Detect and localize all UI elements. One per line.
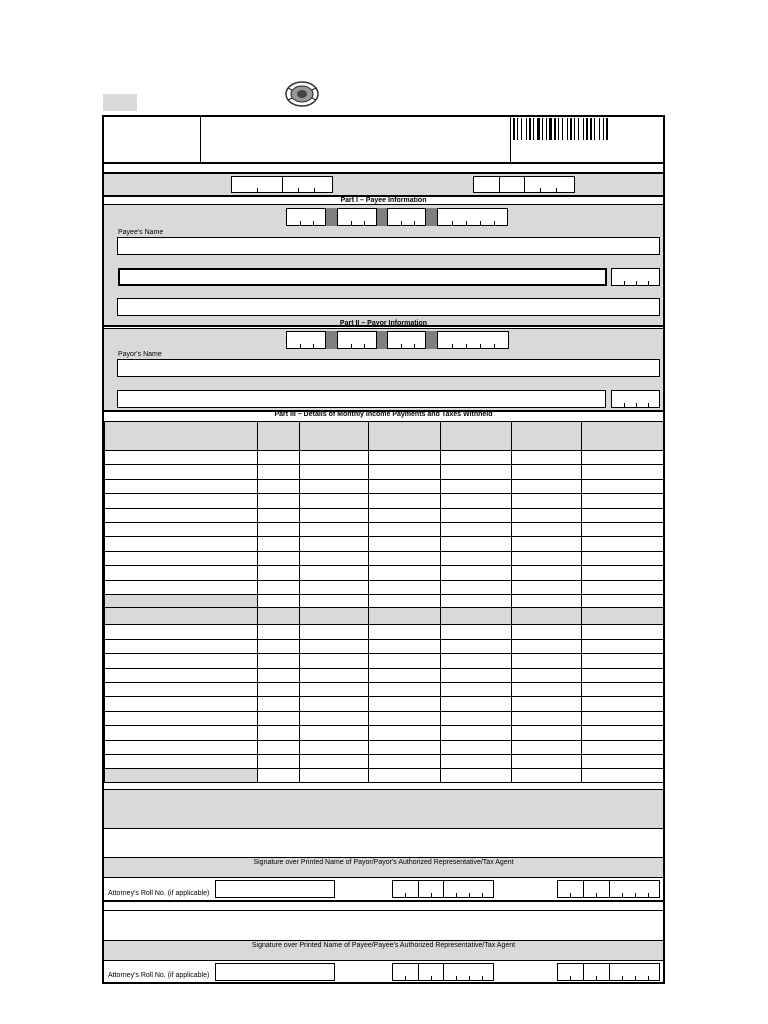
payee-date-expiry-field[interactable] (557, 963, 660, 981)
table-cell (582, 422, 664, 451)
table-cell[interactable] (258, 580, 300, 594)
table-cell[interactable] (300, 754, 369, 768)
table-cell[interactable] (369, 508, 441, 522)
table-cell[interactable] (441, 639, 512, 653)
table-cell[interactable] (441, 508, 512, 522)
table-cell[interactable] (105, 537, 258, 551)
table-cell[interactable] (258, 682, 300, 696)
table-cell[interactable] (105, 625, 258, 639)
header-divider (200, 116, 201, 162)
table-row (105, 522, 664, 536)
table-cell[interactable] (300, 711, 369, 725)
table-row (105, 769, 664, 783)
barcode-icon (513, 118, 661, 140)
table-cell[interactable] (258, 522, 300, 536)
table-cell[interactable] (258, 639, 300, 653)
table-row (105, 580, 664, 594)
table-cell[interactable] (369, 580, 441, 594)
period-band (104, 174, 663, 195)
table-cell[interactable] (105, 639, 258, 653)
table-cell (105, 608, 258, 625)
table-cell[interactable] (441, 522, 512, 536)
payor-date-expiry-field[interactable] (557, 880, 660, 898)
table-cell[interactable] (258, 697, 300, 711)
part3-title: Part III – Details of Monthly Income Payments and Taxes Withheld (274, 411, 493, 418)
table-cell[interactable] (300, 668, 369, 682)
table-row (105, 682, 664, 696)
table-cell[interactable] (300, 697, 369, 711)
period-to-field[interactable] (473, 176, 575, 193)
table-cell[interactable] (582, 594, 664, 608)
table-cell[interactable] (258, 479, 300, 493)
table-cell (105, 422, 258, 451)
table-cell (369, 608, 441, 625)
payor-name-field[interactable] (117, 359, 660, 377)
table-cell[interactable] (300, 522, 369, 536)
table-cell (512, 608, 582, 625)
table-cell[interactable] (300, 726, 369, 740)
table-cell[interactable] (105, 682, 258, 696)
table-cell[interactable] (582, 682, 664, 696)
payee-name-field[interactable] (117, 237, 660, 255)
payee-address-field[interactable] (118, 268, 607, 286)
table-cell (258, 608, 300, 625)
payee-name-label: Payee's Name (118, 229, 164, 236)
table-cell[interactable] (369, 522, 441, 536)
table-cell[interactable] (258, 551, 300, 565)
table-cell[interactable] (258, 494, 300, 508)
table-cell[interactable] (512, 769, 582, 783)
table-cell[interactable] (369, 537, 441, 551)
table-cell[interactable] (300, 639, 369, 653)
table-cell[interactable] (582, 508, 664, 522)
table-cell[interactable] (441, 494, 512, 508)
table-cell[interactable] (441, 451, 512, 465)
table-cell[interactable] (369, 769, 441, 783)
table-cell[interactable] (105, 726, 258, 740)
part2-title: Part II – Payor Information (339, 320, 428, 327)
table-cell[interactable] (105, 551, 258, 565)
table-row (105, 726, 664, 740)
table-cell[interactable] (258, 465, 300, 479)
payee-roll-label: Attorney's Roll No. (if applicable) (108, 972, 210, 979)
table-cell[interactable] (105, 668, 258, 682)
table-cell[interactable] (512, 639, 582, 653)
table-cell[interactable] (512, 726, 582, 740)
payee-zip-field[interactable] (611, 268, 660, 286)
table-cell[interactable] (369, 594, 441, 608)
table-cell[interactable] (512, 551, 582, 565)
table-row (105, 508, 664, 522)
table-row (105, 608, 664, 625)
table-cell[interactable] (369, 668, 441, 682)
table-cell (441, 608, 512, 625)
table-cell[interactable] (441, 625, 512, 639)
table-cell[interactable] (512, 580, 582, 594)
table-cell[interactable] (300, 566, 369, 580)
table-row (105, 451, 664, 465)
table-cell[interactable] (300, 451, 369, 465)
table-cell[interactable] (512, 465, 582, 479)
table-cell[interactable] (582, 465, 664, 479)
table-cell[interactable] (258, 740, 300, 754)
table-cell[interactable] (582, 668, 664, 682)
table-cell[interactable] (441, 754, 512, 768)
table-row (105, 422, 664, 451)
payor-date-issue-field[interactable] (392, 880, 494, 898)
table-row (105, 479, 664, 493)
table-cell (300, 422, 369, 451)
table-cell[interactable] (582, 740, 664, 754)
table-cell[interactable] (582, 769, 664, 783)
table-cell[interactable] (512, 451, 582, 465)
table-cell[interactable] (300, 580, 369, 594)
table-cell[interactable] (369, 451, 441, 465)
income-grid (104, 421, 664, 783)
table-cell[interactable] (441, 726, 512, 740)
table-cell[interactable] (105, 508, 258, 522)
table-cell[interactable] (258, 726, 300, 740)
table-cell (258, 422, 300, 451)
table-cell[interactable] (441, 537, 512, 551)
table-row (105, 654, 664, 668)
table-cell[interactable] (105, 711, 258, 725)
table-cell[interactable] (441, 566, 512, 580)
table-cell[interactable] (300, 594, 369, 608)
table-cell[interactable] (258, 508, 300, 522)
table-cell[interactable] (300, 682, 369, 696)
table-cell[interactable] (369, 551, 441, 565)
table-row (105, 537, 664, 551)
table-cell[interactable] (441, 654, 512, 668)
table-cell[interactable] (512, 566, 582, 580)
table-cell[interactable] (582, 580, 664, 594)
table-cell[interactable] (582, 522, 664, 536)
table-cell[interactable] (369, 494, 441, 508)
table-cell[interactable] (441, 697, 512, 711)
table-cell[interactable] (105, 754, 258, 768)
table-cell[interactable] (582, 754, 664, 768)
table-cell[interactable] (441, 465, 512, 479)
table-cell[interactable] (369, 566, 441, 580)
table-cell[interactable] (512, 682, 582, 696)
payor-signature-caption: Signature over Printed Name of Payor/Payor's Authorized Representative/Tax Agent (253, 859, 514, 866)
table-cell[interactable] (582, 625, 664, 639)
table-row (105, 711, 664, 725)
table-cell[interactable] (258, 625, 300, 639)
table-row (105, 465, 664, 479)
table-cell[interactable] (512, 537, 582, 551)
table-cell[interactable] (105, 740, 258, 754)
table-cell[interactable] (369, 639, 441, 653)
table-cell[interactable] (300, 769, 369, 783)
header-divider (510, 116, 511, 162)
table-cell[interactable] (300, 508, 369, 522)
table-cell[interactable] (441, 668, 512, 682)
table-cell[interactable] (582, 451, 664, 465)
table-cell[interactable] (258, 711, 300, 725)
table-cell[interactable] (300, 479, 369, 493)
table-cell[interactable] (105, 580, 258, 594)
table-cell[interactable] (258, 769, 300, 783)
table-cell[interactable] (512, 594, 582, 608)
table-cell[interactable] (512, 479, 582, 493)
table-cell[interactable] (441, 594, 512, 608)
table-cell[interactable] (258, 668, 300, 682)
table-cell[interactable] (300, 494, 369, 508)
period-from-field[interactable] (231, 176, 333, 193)
declaration-band (104, 789, 663, 829)
payee-foreign-address-field[interactable] (117, 298, 660, 316)
table-cell[interactable] (369, 754, 441, 768)
table-cell[interactable] (441, 682, 512, 696)
table-cell[interactable] (300, 537, 369, 551)
table-row (105, 566, 664, 580)
table-cell[interactable] (300, 625, 369, 639)
table-cell[interactable] (105, 451, 258, 465)
table-cell[interactable] (512, 494, 582, 508)
payee-roll-field[interactable] (215, 963, 335, 981)
table-cell[interactable] (105, 654, 258, 668)
table-cell[interactable] (369, 625, 441, 639)
table-cell[interactable] (369, 682, 441, 696)
table-cell[interactable] (582, 654, 664, 668)
table-cell[interactable] (441, 740, 512, 754)
table-cell[interactable] (300, 551, 369, 565)
table-row (105, 639, 664, 653)
table-cell[interactable] (582, 697, 664, 711)
table-cell[interactable] (369, 654, 441, 668)
table-cell[interactable] (105, 479, 258, 493)
table-cell[interactable] (300, 465, 369, 479)
payor-zip-field[interactable] (611, 390, 660, 408)
table-cell[interactable] (105, 494, 258, 508)
table-cell[interactable] (369, 465, 441, 479)
table-cell[interactable] (369, 740, 441, 754)
table-cell[interactable] (369, 697, 441, 711)
table-cell[interactable] (512, 740, 582, 754)
table-cell[interactable] (369, 479, 441, 493)
table-cell[interactable] (258, 537, 300, 551)
table-cell[interactable] (512, 711, 582, 725)
payee-date-issue-field[interactable] (392, 963, 494, 981)
table-row (105, 551, 664, 565)
table-cell[interactable] (258, 754, 300, 768)
table-row (105, 625, 664, 639)
table-cell (512, 422, 582, 451)
table-cell[interactable] (512, 697, 582, 711)
table-cell[interactable] (441, 711, 512, 725)
table-row (105, 494, 664, 508)
table-cell[interactable] (369, 711, 441, 725)
table-cell[interactable] (582, 494, 664, 508)
table-cell[interactable] (300, 740, 369, 754)
table-cell (369, 422, 441, 451)
form-number-tab (103, 94, 137, 111)
table-cell[interactable] (512, 625, 582, 639)
table-row (105, 594, 664, 608)
bir-seal-icon (284, 80, 320, 108)
table-cell[interactable] (105, 522, 258, 536)
table-cell[interactable] (512, 508, 582, 522)
payor-name-label: Payor's Name (118, 351, 162, 358)
table-cell[interactable] (582, 711, 664, 725)
table-cell[interactable] (258, 451, 300, 465)
table-cell[interactable] (441, 479, 512, 493)
table-cell[interactable] (441, 769, 512, 783)
table-cell[interactable] (105, 769, 258, 783)
table-cell (441, 422, 512, 451)
table-cell[interactable] (258, 566, 300, 580)
table-cell[interactable] (258, 654, 300, 668)
table-cell[interactable] (441, 551, 512, 565)
table-row (105, 697, 664, 711)
table-cell[interactable] (582, 726, 664, 740)
table-row (105, 754, 664, 768)
payee-signature-caption: Signature over Printed Name of Payee/Payee's Authorized Representative/Tax Agent (251, 942, 516, 949)
table-cell[interactable] (300, 654, 369, 668)
table-cell[interactable] (582, 479, 664, 493)
part1-title: Part I – Payee Information (340, 197, 427, 204)
table-row (105, 740, 664, 754)
table-cell[interactable] (105, 594, 258, 608)
table-cell[interactable] (582, 537, 664, 551)
table-cell[interactable] (582, 566, 664, 580)
table-cell[interactable] (105, 465, 258, 479)
payor-roll-label: Attorney's Roll No. (if applicable) (108, 890, 210, 897)
table-cell[interactable] (512, 522, 582, 536)
table-cell[interactable] (512, 668, 582, 682)
table-cell[interactable] (441, 580, 512, 594)
payor-roll-field[interactable] (215, 880, 335, 898)
table-cell (300, 608, 369, 625)
table-cell[interactable] (105, 697, 258, 711)
table-row (105, 668, 664, 682)
table-cell[interactable] (582, 551, 664, 565)
table-cell[interactable] (512, 654, 582, 668)
table-cell[interactable] (105, 566, 258, 580)
table-cell[interactable] (369, 726, 441, 740)
payor-address-field[interactable] (117, 390, 606, 408)
table-cell (582, 608, 664, 625)
table-cell[interactable] (258, 594, 300, 608)
table-cell[interactable] (512, 754, 582, 768)
table-cell[interactable] (582, 639, 664, 653)
